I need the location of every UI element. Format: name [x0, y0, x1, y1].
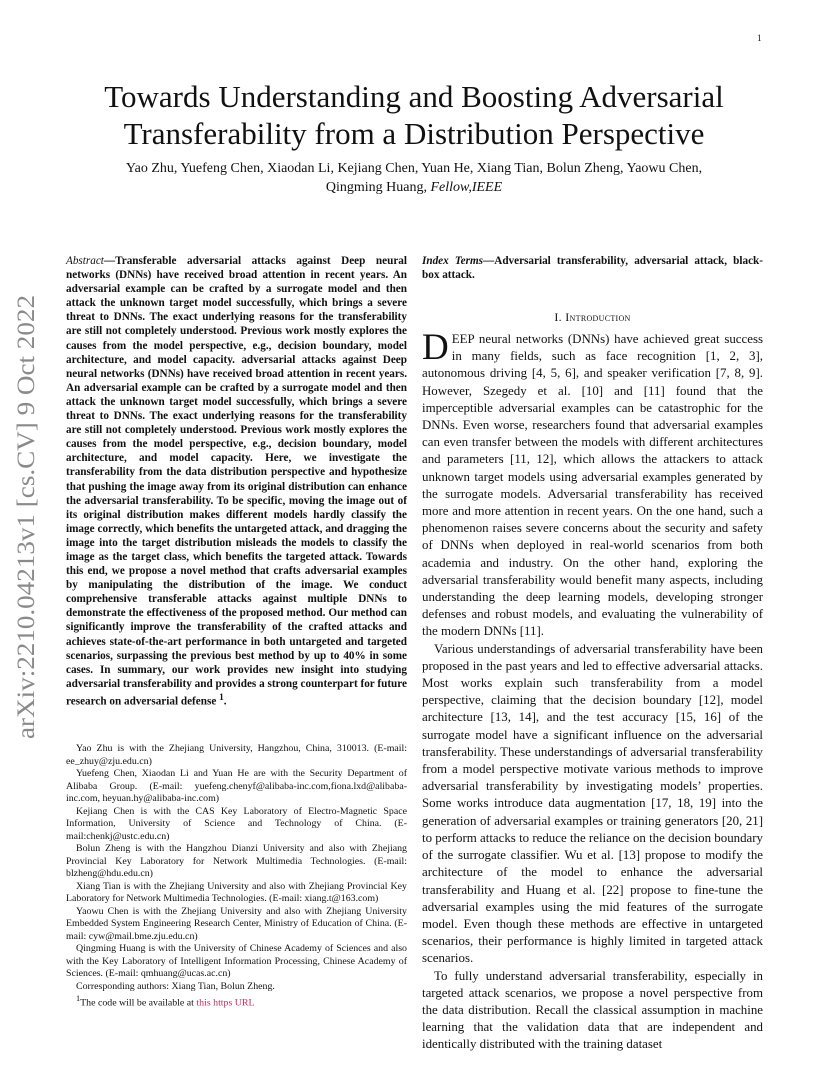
abstract-label: Abstract [66, 255, 104, 267]
code-footnote-mark: 1 [76, 994, 81, 1003]
abstract-footnote-mark: 1 [219, 692, 224, 703]
code-footnote-text: The code will be available at [80, 997, 197, 1009]
footnote-item: Yuefeng Chen, Xiaodan Li and Yuan He are with the Security Department of Alibaba Group. (E-mail: yuefeng.chenyf@alibaba-inc.com,fiona.lxd@alibaba-inc.com, heyuan.hy@alibaba-inc.com) [66, 768, 407, 804]
footnote-item: Kejiang Chen is with the CAS Key Laboratory of Electro-Magnetic Space Information, University of Science and Technology of China. (E-mail:chenkj@ustc.edu.cn) [66, 805, 407, 842]
page-number: 1 [757, 33, 762, 43]
code-url-link[interactable]: this https URL [196, 997, 255, 1009]
footnote-item: Corresponding authors: Xiang Tian, Bolun Zheng. [76, 980, 275, 992]
paper-title [60, 78, 768, 152]
title-line-1: Towards Understanding and Boosting Adversarial [104, 79, 724, 114]
author-fellow-title: Fellow,IEEE [430, 180, 503, 195]
code-footnote [66, 993, 407, 1010]
author-footnotes [66, 743, 407, 1010]
footnote-item: Xiang Tian is with the Zhejiang University and also with Zhejiang Provincial Key Laboratory for Network Multimedia Technologies. (E-mail: xiang.t@163.com) [66, 880, 407, 904]
abstract-text: —Transferable adversarial attacks against Deep neural networks (DNNs) have received broad attention in recent years. An adversarial example can be crafted by a surrogate model and then attack the unknown target model successfully, which brings a severe threat to DNNs. The exact underlying reasons for the transferability are still not completely understood. Previous work mostly explores the causes from the model perspective, e.g., decision boundary, model architecture, and model capacity. adversarial attacks against Deep neural networks (DNNs) have received broad attention in recent years. An adversarial example can be crafted by a surrogate model and then attack the unknown target model successfully, which brings a severe threat to DNNs. The exact underlying reasons for the transferability are still not completely understood. Previous work mostly explores the causes from the model perspective, e.g., decision boundary, model architecture, and model capacity. Here, we investigate the transferability from the data distribution perspective and hypothesize that pushing the image away from its original distribution can enhance the adversarial transferability. To be specific, moving the image out of its original distribution makes different models hardly classify the image correctly, which benefits the untargeted attack, and dragging the image into the target distribution misleads the models to classify the image as the target class, which benefits the targeted attack. Towards this end, we propose a novel method that crafts adversarial examples by manipulating the distribution of the image. We conduct comprehensive transferable attacks against multiple DNNs to demonstrate the effectiveness of the proposed method. Our method can significantly improve the transferability of the crafted attacks and achieves state-of-the-art performance in both untargeted and targeted scenarios, surpassing the previous best method by up to 40% in some cases. In summary, our work provides new insight into studying adversarial transferability and provides a strong counterpart for future research on adversarial defense [66, 255, 407, 708]
authors-line-2 [60, 178, 768, 197]
footnote-item: Yao Zhu is with the Zhejiang University, Hangzhou, China, 310013. (E-mail: ee_zhuy@zju.edu.cn) [66, 743, 407, 767]
footnote-item: Bolun Zheng is with the Hangzhou Dianzi University and also with Zhejiang Provincial Key Laboratory for Network Multimedia Technologies. (E-mail: blzheng@hdu.edu.cn) [66, 843, 407, 879]
drop-cap: D [422, 327, 449, 368]
section-heading-introduction [422, 310, 763, 325]
index-terms [422, 254, 763, 282]
title-line-2: Transferability from a Distribution Perspective [123, 116, 705, 151]
abstract-end: . [223, 695, 227, 708]
index-terms-label: Index Terms [422, 255, 484, 267]
author-list [60, 159, 768, 197]
introduction-body [422, 327, 763, 1054]
intro-paragraph-1-text: EEP neural networks (DNNs) have achieved great success in many fields, such as face recognition [1, 2, 3], autonomous driving [4, 5, 6], and speaker verification [7, 8, 9]. However, Szegedy et al. [10] and [11] found that the imperceptible adversarial examples can be catastrophic for the DNNs. Even worse, researchers found that adversarial examples can even transfer between the models with different architectures and parameters [11, 12], which allows the attackers to attack unknown target models using adversarial examples generated by the surrogate models. Adversarial transferability has received more and more attention in recent years. On the one hand, such a phenomenon raises severe concerns about the security and safety of DNNs when deployed in real-world scenarios from both academia and industry. On the other hand, exploring the adversarial transferability would benefit many aspects, including understanding the deep learning models, developing stronger defenses and robust models, and evaluating the vulnerability of the modern DNNs [11]. [422, 332, 763, 639]
abstract [66, 254, 407, 709]
section-number: I. [554, 310, 566, 324]
intro-paragraph-3: To fully understand adversarial transferability, especially in targeted attack scenarios, we propose a novel perspective from the data distribution. Recall the classical assumption in machine learning that the validation data that are independent and identically distributed with the training dataset [422, 968, 763, 1052]
index-terms-text: —Adversarial transferability, adversarial attack, black-box attack. [422, 255, 763, 282]
intro-paragraph-1 [422, 327, 763, 641]
footnote-item: Qingming Huang is with the University of Chinese Academy of Sciences and also with the Key Laboratory of Intelligent Information Processing, Chinese Academy of Sciences. (E-mail: qmhuang@ucas.ac.cn) [66, 943, 407, 979]
author-name: Qingming Huang, [325, 180, 431, 195]
footnote-item: Yaowu Chen is with the Zhejiang University and also with Zhejiang University Embedded System Engineering Research Center, Ministry of Education of China. (E-mail: cyw@mail.bme.zju.edu.cn) [66, 905, 407, 942]
arxiv-identifier-stamp [4, 295, 44, 739]
intro-paragraph-2: Various understandings of adversarial transferability have been proposed in the past years and led to effective adversarial attacks. Most works explain such transferability from a model perspective, claiming that the decision boundary [12], model architecture [13, 14], and the test accuracy [15, 16] of the surrogate model have a significant influence on the adversarial transferability. These understandings of adversarial transferability from a model perspective motivate various methods to improve adversarial transferability by investigating models’ properties. Some works introduce data augmentation [17, 18, 19] into the generation of adversarial examples or training generators [20, 21] to perform attacks to reduce the reliance on the decision boundary of the surrogate classifier. Wu et al. [13] propose to modify the architecture of the model to enhance the adversarial transferability and Huang et al. [22] propose to fine-tune the adversarial examples using the mid features of the surrogate model. Even though these methods are effective in untargeted scenarios, their performance is highly limited in targeted attack scenarios. [422, 641, 763, 966]
arxiv-stamp-text: arXiv:2210.04213v1 [cs.CV] 9 Oct 2022 [13, 329, 40, 739]
authors-line-1: Yao Zhu, Yuefeng Chen, Xiaodan Li, Kejiang Chen, Yuan He, Xiang Tian, Bolun Zheng, Yaowu Chen, [125, 161, 703, 176]
section-title: Introduction [565, 310, 631, 324]
